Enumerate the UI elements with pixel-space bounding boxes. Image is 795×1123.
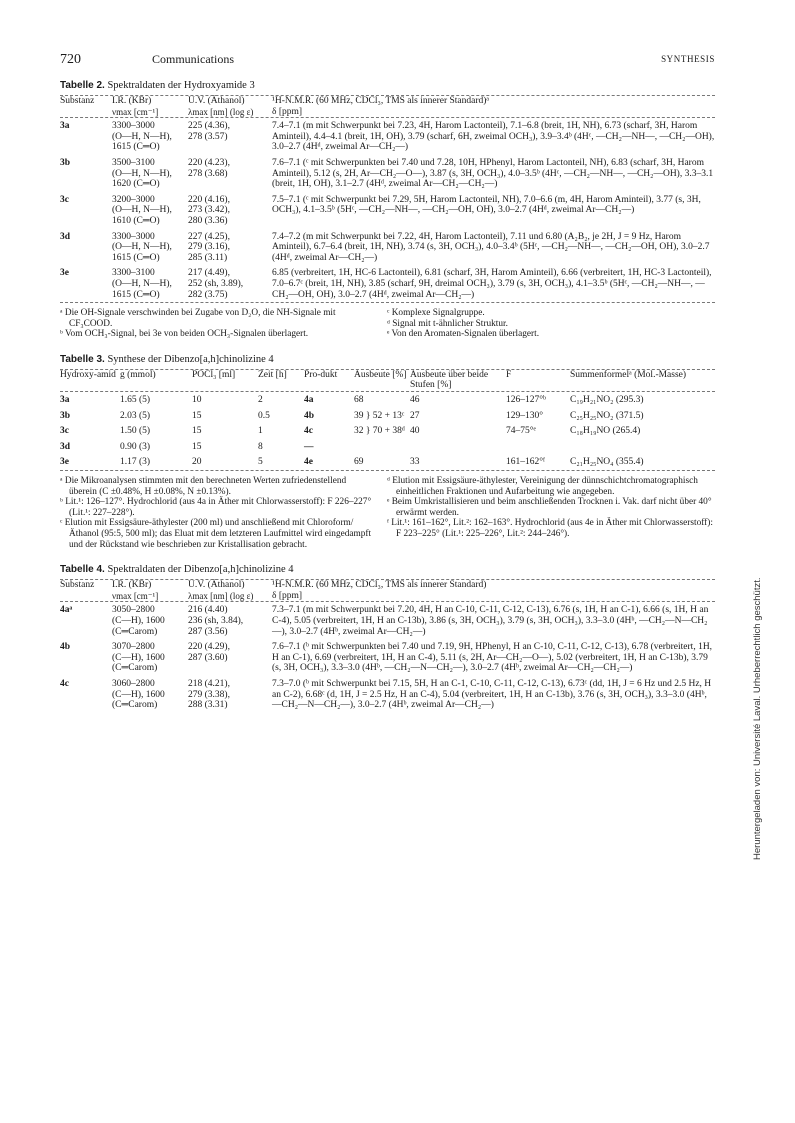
cell-zeit: 0.5 (258, 410, 270, 421)
cell-formel: C₂₅H₂₅NO₂ (371.5) (570, 410, 644, 421)
table-row (60, 229, 715, 266)
substance-id: 3a (60, 121, 70, 132)
cell-stufen: 46 (410, 395, 420, 406)
cell-formel: C₁₈H₁₉NO (265.4) (570, 426, 641, 437)
ir-line: 3070–2800 (112, 642, 155, 653)
uv-line: 282 (3.75) (188, 289, 228, 300)
cell-prod: — (304, 441, 314, 452)
cell-stufen: 33 (410, 457, 420, 468)
cell-id: 3e (60, 457, 69, 468)
ir-line: (C═Carom) (112, 663, 158, 674)
nmr-cell: 7.4–7.2 (m mit Schwerpunkt bei 7.22, 4H, Harom Lactonteil), 7.11 und 6.80 (A₂B₂, je 2H, J = 9 Hz, Harom Aminteil), 6.7–6.4 (breit, 1H, NH), 3.74 (s, 3H, OCH₃), 4.0–3.4ᵇ (5Hᶜ, —CH₂—NH—, —CH₂—OH, OH), 3.0–2.7 (4Hᵈ, zweimal Ar—CH₂—) (272, 231, 710, 263)
uv-cell (188, 605, 272, 637)
uv-line: 225 (4.36), (188, 121, 230, 132)
cell-pocl: 10 (192, 395, 202, 406)
substance-id: 3c (60, 194, 69, 205)
table4-header: Substanz I.R. (KBr) νmax [cm⁻¹] U.V. (Äthanol) λmax [nm] (log ε) ¹H-N.M.R. (60 MHz, CDCl₃, TMS als innerer Standard) δ [ppm] (60, 580, 487, 601)
ir-line: 3200–3000 (112, 194, 155, 205)
ir-line: (C═Carom) (112, 626, 158, 637)
table2-header: Substanz I.R. (KBr) νmax [cm⁻¹] U.V. (Äthanol) λmax [nm] (log ε) ¹H-N.M.R. (60 MHz, CDCl₃, TMS als innerer Standard)ᵃ δ [ppm] (60, 96, 490, 117)
cell-g: 1.17 (3) (120, 457, 151, 468)
substance-id: 3b (60, 157, 71, 168)
download-notice: Heruntergeladen von: Université Laval. Urheberrechtlich geschützt. (752, 577, 763, 860)
uv-cell (188, 268, 272, 300)
cell-g: 1.50 (5) (120, 426, 151, 437)
ir-line: 3050–2800 (112, 605, 155, 616)
table3-header: Hydroxy-amid g (mmol) POCl₃ [ml] Zeit [h] Pro-dukt Ausbeute [%] Ausbeute über beide Stufen [%] F Summenformelᵃ (Mol.-Masse) (60, 369, 687, 391)
cell-g: 0.90 (3) (120, 441, 151, 452)
ir-cell (112, 605, 188, 637)
cell-prod: 4b (304, 410, 315, 421)
uv-line: 220 (4.29), (188, 642, 230, 653)
ir-line: (O—H, N—H), (112, 168, 172, 179)
uv-cell (188, 195, 272, 227)
cell-stufen (410, 442, 506, 453)
uv-line: 218 (4.21), (188, 678, 230, 689)
cell-zeit: 2 (258, 395, 263, 406)
ir-line: 1615 (C═O) (112, 142, 160, 153)
uv-line: 279 (3.38), (188, 689, 230, 700)
uv-line: 236 (sh, 3.84), (188, 615, 244, 626)
table-row (60, 408, 715, 424)
cell-formel: C₂₁H₂₅NO₄ (355.4) (570, 457, 644, 468)
table4-caption: Tabelle 4. Spektraldaten der Dibenzo[a,h]chinolizine 4 (60, 564, 294, 576)
uv-line: 279 (3.16), (188, 242, 230, 253)
nmr-cell: 7.5–7.1 (ᶜ mit Schwerpunkt bei 7.29, 5H, Harom Lactonteil, NH), 7.0–6.6 (m, 4H, Harom Aminteil), 3.77 (s, 3H, OCH₃), 4.1–3.5ᵇ (5Hᶜ, —CH₂—NH—, —CH₂—OH, OH), 3.0–2.7 (4Hᵈ, zweimal Ar—CH₂—) (272, 194, 701, 216)
cell-g: 1.65 (5) (120, 395, 151, 406)
substance-id: 4c (60, 678, 69, 689)
uv-line: 278 (3.68) (188, 168, 228, 179)
cell-f: 161–162°ᶠ (506, 457, 546, 468)
ir-line: 1610 (C═O) (112, 215, 160, 226)
cell-zeit: 5 (258, 457, 263, 468)
cell-prod: 4e (304, 457, 313, 468)
section-title: Communications (152, 52, 234, 66)
uv-line: 278 (3.57) (188, 131, 228, 142)
ir-line: 1615 (C═O) (112, 252, 160, 263)
uv-line: 273 (3.42), (188, 205, 230, 216)
cell-aus: 68 (354, 395, 364, 406)
ir-line: (O—H, N—H), (112, 242, 172, 253)
table-row (60, 155, 715, 192)
substance-id: 4b (60, 642, 71, 653)
ir-line: 3300–3000 (112, 121, 155, 132)
ir-line: 1615 (C═O) (112, 289, 160, 300)
cell-aus: 69 (354, 457, 364, 468)
ir-line: (C—H), 1600 (112, 689, 165, 700)
cell-prod: 4c (304, 426, 313, 437)
cell-pocl: 15 (192, 426, 202, 437)
table-row (60, 439, 715, 455)
uv-line: 227 (4.25), (188, 231, 230, 242)
uv-line: 287 (3.60) (188, 652, 228, 663)
ir-cell (112, 268, 188, 300)
table-row (60, 602, 715, 639)
journal-name: SYNTHESIS (661, 54, 715, 64)
table3-notes: ᵃ Die Mikroanalysen stimmten mit den berechneten Werten zufriedenstellend überein (C ±0.48%, H ±0.08%, N ±0.13%). ᵇ Lit.¹: 126–127°. Hydrochlorid (aus 4a in Äther mit Chlorwasserstoff): F 226–227° (Lit.¹: 227–228°). ᶜ Elution mit Essigsäure-äthylester (200 ml) und anschließend mit Chloroform/Äthanol (95:5, 500 ml); das Eluat mit dem letzteren Laufmittel wird eingedampft und der Rückstand wie beschrieben zur Kristallisation gebracht. ᵈ Elution mit Essigsäure-äthylester, Vereinigung der dünnschichtchromatographisch einheitlichen Fraktionen und Aufarbeitung wie angegeben. ᵉ Beim Umkristallisieren und beim anschließenden Trocknen i. Vak. darf nicht über 40° erwärmt werden. ᶠ Lit.¹: 161–162°, Lit.²: 162–163°. Hydrochlorid (aus 4e in Äther mit Chlorwasserstoff): F 223–225° (Lit.¹: 225–226°, Lit.²: 244–246°). (60, 476, 713, 550)
uv-cell (188, 679, 272, 711)
ir-line: (O—H, N—H), (112, 131, 172, 142)
table2-notes: ᵃ Die OH-Signale verschwinden bei Zugabe von D₂O, die NH-Signale mit CF₃COOD. ᵇ Vom OCH₃-Signal, bei 3e von beiden OCH₃-Signalen überlagert. ᶜ Komplexe Signalgruppe. ᵈ Signal mit t-ähnlicher Struktur. ᵉ Von den Aromaten-Signalen überlagert. (60, 308, 540, 340)
ir-cell (112, 232, 188, 264)
table4-body (60, 602, 715, 712)
ir-cell (112, 642, 188, 674)
cell-f: 129–130° (506, 410, 544, 421)
uv-line: 285 (3.11) (188, 252, 228, 263)
ir-cell (112, 679, 188, 711)
page-number: 720 (60, 52, 81, 67)
table-row (60, 392, 715, 408)
ir-line: 3300–3000 (112, 231, 155, 242)
ir-line: 3500–3100 (112, 157, 155, 168)
nmr-cell: 7.4–7.1 (m mit Schwerpunkt bei 7.23, 4H, Harom Lactonteil), 7.1–6.8 (breit, 1H, NH), 6.73 (scharf, 3H, Harom Aminteil), 4.4–4.1 (breit, 1H, OH), 3.79 (scharf, 6H, zweimal OCH₃), 3.9–3.4ᵇ (4Hᶜ, —CH₂—NH—, —CH₂—OH), 3.0–2.7 (4Hᵈ, zweimal Ar—CH₂—) (272, 121, 715, 153)
cell-stufen: 27 (410, 410, 420, 421)
ir-line: 3300–3100 (112, 268, 155, 279)
cell-f (506, 442, 570, 453)
ir-line: (C—H), 1600 (112, 615, 165, 626)
page (60, 52, 715, 713)
cell-formel: C₁₉H₂₁NO₂ (295.3) (570, 395, 644, 406)
substance-id: 3e (60, 268, 69, 279)
ir-line: (O—H, N—H), (112, 278, 172, 289)
ir-line: 1620 (C═O) (112, 179, 160, 190)
ir-cell (112, 195, 188, 227)
cell-g: 2.03 (5) (120, 410, 151, 421)
cell-pocl: 20 (192, 457, 202, 468)
uv-line: 216 (4.40) (188, 605, 228, 616)
substance-id: 3d (60, 231, 71, 242)
nmr-cell: 7.6–7.1 (ᶜ mit Schwerpunkten bei 7.40 und 7.28, 10H, HPhenyl, Harom Lactonteil, NH), 6.83 (scharf, 3H, Harom Aminteil), 5.12 (s, 2H, Ar—CH₂—O—), 3.87 (s, 3H, OCH₃), 4.0–3.5ᵇ (4Hᶜ, —CH₂—NH—, —CH₂—OH), 3.3–3.1 (breit, 1H, OH), 3.1–2.7 (4Hᵈ, zweimal Ar—CH₂—CH₂—) (272, 157, 714, 190)
cell-aus: 39 } 52 + 13ᶜ (354, 410, 405, 421)
uv-line: 220 (4.16), (188, 194, 230, 205)
substance-id: 4aᵃ (60, 605, 73, 616)
table2-body (60, 118, 715, 302)
uv-cell (188, 642, 272, 674)
cell-id: 3b (60, 410, 71, 421)
uv-line: 280 (3.36) (188, 215, 228, 226)
ir-line: 3060–2800 (112, 678, 155, 689)
cell-zeit: 1 (258, 426, 263, 437)
nmr-cell: 7.3–7.1 (m mit Schwerpunkt bei 7.20, 4H, H an C-10, C-11, C-12, C-13), 6.76 (s, 1H, H an C-1), 6.66 (s, 1H, H an C-4), 5.05 (verbreitert, 1H, H an C-13b), 3.86 (s, 3H, OCH₃), 3.79 (s, 3H, OCH₃), 3.3–3.0 (4Hᵇ, —CH₂—N—CH₂—), 3.0–2.7 (4Hᵇ, zweimal Ar—CH₂—) (272, 605, 709, 637)
table-row (60, 423, 715, 439)
cell-id: 3d (60, 441, 71, 452)
cell-pocl: 15 (192, 441, 202, 452)
uv-cell (188, 158, 272, 190)
cell-prod: 4a (304, 395, 314, 406)
table-row (60, 676, 715, 713)
nmr-cell: 7.3–7.0 (ᵇ mit Schwerpunkt bei 7.15, 5H, H an C-1, C-10, C-11, C-12, C-13), 6.73ᶜ (dd, 1H, J = 6 Hz und 2.5 Hz, H an C-2), 6.68ᶜ (d, 1H, J = 2.5 Hz, H an C-4), 5.04 (verbreitert, 1H, H an C-13b), 3.76 (s, 3H, OCH₃), 3.3–3.0 (4Hᵇ, —CH₂—N—CH₂—), 3.0–2.7 (4Hᵇ, zweimal Ar—CH₂—) (272, 678, 712, 711)
cell-aus: 32 } 70 + 38ᵈ (354, 426, 405, 437)
uv-cell (188, 121, 272, 153)
cell-zeit: 8 (258, 441, 263, 452)
ir-cell (112, 121, 188, 153)
table-row (60, 192, 715, 229)
ir-line: (C—H), 1600 (112, 652, 165, 663)
running-header (60, 52, 715, 74)
cell-f: 74–75°ᵉ (506, 426, 536, 437)
table-row (60, 639, 715, 676)
table-row (60, 265, 715, 302)
cell-stufen: 40 (410, 426, 420, 437)
uv-cell (188, 232, 272, 264)
ir-line: (O—H, N—H), (112, 205, 172, 216)
cell-aus (354, 442, 410, 453)
cell-id: 3c (60, 426, 69, 437)
uv-line: 287 (3.56) (188, 626, 228, 637)
ir-cell (112, 158, 188, 190)
cell-formel (570, 442, 715, 453)
cell-id: 3a (60, 395, 70, 406)
uv-line: 217 (4.49), (188, 268, 230, 279)
table3-caption: Tabelle 3. Synthese der Dibenzo[a,h]chinolizine 4 (60, 353, 274, 365)
cell-pocl: 15 (192, 410, 202, 421)
table3-body (60, 392, 715, 470)
table-row (60, 118, 715, 155)
cell-f: 126–127°ᵇ (506, 395, 546, 406)
uv-line: 252 (sh, 3.89), (188, 278, 244, 289)
table2-caption: Tabelle 2. Spektraldaten der Hydroxyamide 3 (60, 80, 255, 91)
table-row (60, 454, 715, 470)
ir-line: (C═Carom) (112, 700, 158, 711)
nmr-cell: 7.6–7.1 (ᵇ mit Schwerpunkten bei 7.40 und 7.19, 9H, HPhenyl, H an C-10, C-11, C-12, C-13), 6.78 (verbreitert, 1H, H an C-1), 6.69 (verbreitert, 1H, H an C-4), 5.11 (s, 2H, Ar—CH₂—O—), 5.02 (verbreitert, 1H, H an C-13b), 3.79 (s, 3H, OCH₃), 3.3–3.0 (4Hᵇ, —CH₂—N—CH₂—), 3.0–2.7 (4Hᵇ, zweimal Ar—CH₂—CH₂—) (272, 642, 713, 674)
nmr-cell: 6.85 (verbreitert, 1H, HC-6 Lactonteil), 6.81 (scharf, 3H, Harom Aminteil), 6.66 (verbreitert, 1H, HC-3 Lactonteil), 7.0–6.7ᶜ (breit, 1H, NH), 3.85 (scharf, 9H, dreimal OCH₃), 3.79 (s, 3H, OCH₃), 4.1–3.5ᵇ (5Hᶜ, —CH₂—NH—, —CH₂—OH, OH), 3.0–2.7 (4Hᵈ, zweimal Ar—CH₂—) (272, 268, 712, 300)
uv-line: 220 (4.23), (188, 157, 230, 168)
uv-line: 288 (3.31) (188, 700, 228, 711)
